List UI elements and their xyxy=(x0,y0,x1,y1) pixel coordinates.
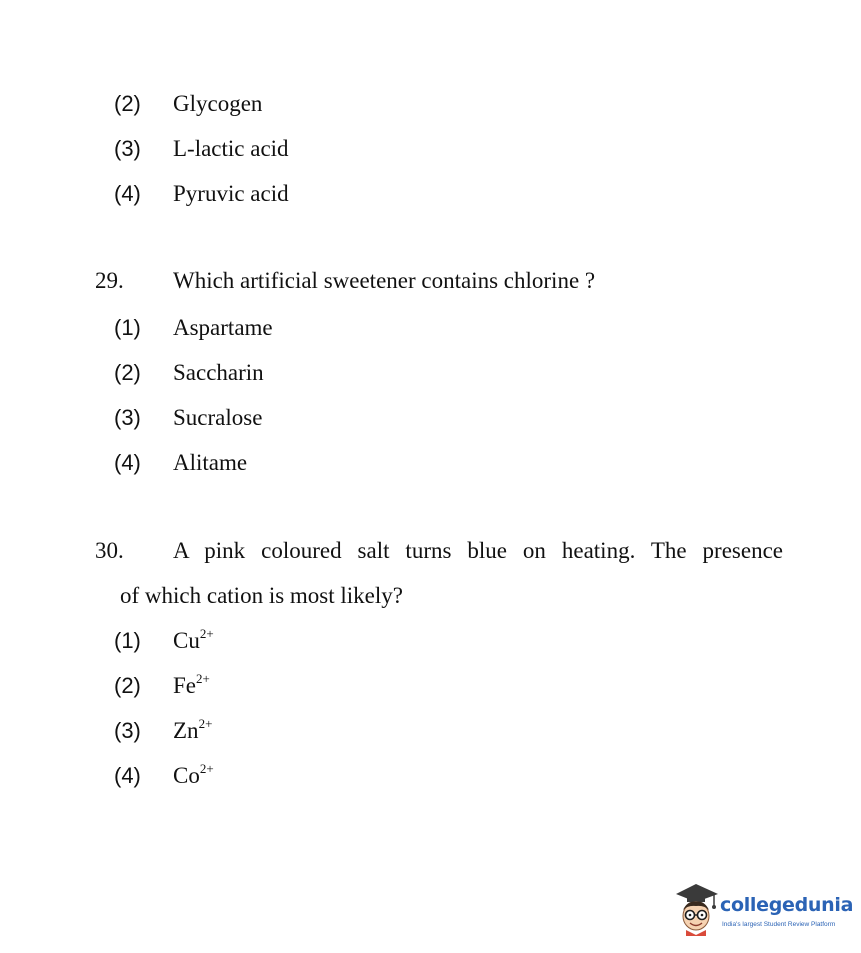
option-text xyxy=(173,673,210,699)
option-number: (4) xyxy=(114,181,141,206)
ion-charge: 2+ xyxy=(199,626,214,641)
ion-charge: 2+ xyxy=(196,671,210,686)
option-number: (3) xyxy=(114,405,141,430)
q29-number: 29. xyxy=(95,268,124,293)
ion-symbol: Zn xyxy=(173,718,199,743)
q28-option-4 xyxy=(114,179,289,209)
q30-option-2 xyxy=(114,671,210,701)
option-number: (2) xyxy=(114,91,141,116)
ion-symbol: Cu xyxy=(173,628,200,653)
q28-option-3 xyxy=(114,134,289,164)
q29-option-4 xyxy=(114,448,247,478)
ion-charge: 2+ xyxy=(198,716,213,731)
option-number: (2) xyxy=(114,360,141,385)
option-text: Saccharin xyxy=(173,360,264,385)
option-number: (1) xyxy=(114,628,141,653)
q29-text: Which artificial sweetener contains chlorine ? xyxy=(173,268,596,293)
option-text: Alitame xyxy=(173,450,248,475)
q30-option-1 xyxy=(114,626,214,656)
option-number: (1) xyxy=(114,315,141,340)
q30-number: 30. xyxy=(95,538,124,563)
q28-option-2 xyxy=(114,89,262,119)
ion-symbol: Co xyxy=(173,763,200,788)
ion-charge: 2+ xyxy=(199,761,214,776)
option-text: L-lactic acid xyxy=(173,136,289,161)
brand-name: collegedunia xyxy=(720,894,854,916)
option-text: Pyruvic acid xyxy=(173,181,289,206)
option-number: (4) xyxy=(114,450,141,475)
q30-text-line2: of which cation is most likely? xyxy=(120,583,403,608)
q29-option-1 xyxy=(114,313,273,343)
option-text xyxy=(173,628,214,654)
q30-text-line1: A pink coloured salt turns blue on heating. The presence xyxy=(173,538,783,563)
option-text: Glycogen xyxy=(173,91,263,116)
option-number: (4) xyxy=(114,763,141,788)
option-text: Aspartame xyxy=(173,315,273,340)
collegedunia-logo xyxy=(674,880,854,942)
q30-option-4 xyxy=(114,761,214,791)
q29-option-3 xyxy=(114,403,262,433)
mascot-icon xyxy=(674,880,720,942)
option-text xyxy=(173,718,212,744)
q29-option-2 xyxy=(114,358,264,388)
option-number: (2) xyxy=(114,673,141,698)
option-number: (3) xyxy=(114,136,141,161)
ion-symbol: Fe xyxy=(173,673,196,698)
brand-tagline: India's largest Student Review Platform xyxy=(722,921,836,928)
option-text: Sucralose xyxy=(173,405,263,430)
option-number: (3) xyxy=(114,718,141,743)
q30-option-3 xyxy=(114,716,212,746)
option-text xyxy=(173,763,214,789)
